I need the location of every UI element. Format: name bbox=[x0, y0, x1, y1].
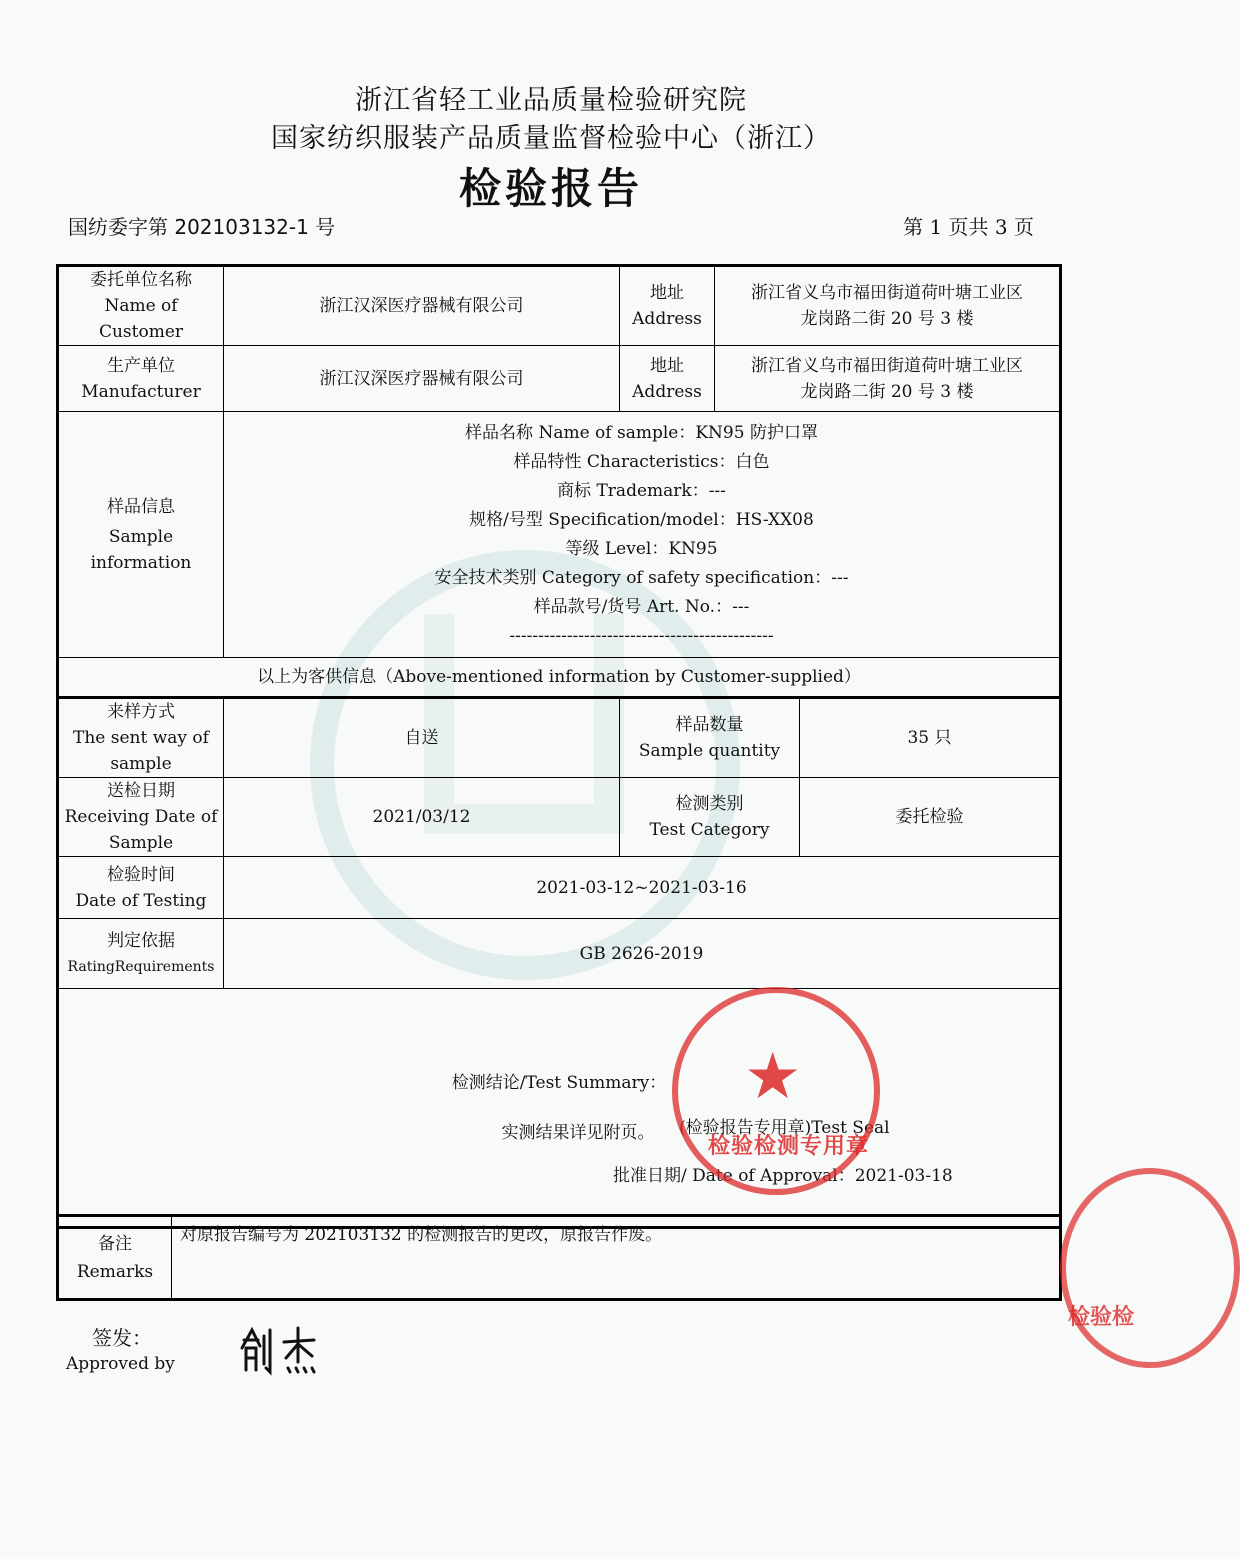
rating-row bbox=[58, 919, 1061, 989]
sent-way-row bbox=[58, 698, 1061, 778]
signoff-label-zh: 签发： bbox=[92, 1326, 152, 1350]
sample-info-label-en1: Sample bbox=[108, 526, 174, 547]
sample-quantity-label bbox=[620, 698, 800, 778]
sample-info-label-en2: information bbox=[90, 552, 192, 573]
remarks-label-zh: 备注 bbox=[98, 1233, 132, 1254]
testing-date-label bbox=[58, 857, 224, 919]
rating-label bbox=[58, 919, 224, 989]
customer-address-label bbox=[620, 266, 715, 346]
address-label-zh: 地址 bbox=[650, 283, 684, 303]
manufacturer-value: 浙江汉深医疗器械有限公司 bbox=[224, 346, 620, 412]
customer-label-zh: 委托单位名称 bbox=[90, 270, 192, 290]
manufacturer-label bbox=[58, 346, 224, 412]
test-summary bbox=[58, 989, 1061, 1228]
edge-seal-text: 检验检 bbox=[1068, 1304, 1135, 1330]
customer-label bbox=[58, 266, 224, 346]
sent-way-value: 自送 bbox=[224, 698, 620, 778]
remarks-table bbox=[56, 1214, 1062, 1301]
sample-art-no: 样品款号/货号 Art. No.：--- bbox=[533, 596, 750, 617]
rating-value: GB 2626-2019 bbox=[224, 919, 1061, 989]
page-number: 第 1 页共 3 页 bbox=[903, 215, 1034, 239]
sample-level: 等级 Level：KN95 bbox=[565, 538, 718, 559]
receiving-date-label-en: Receiving Date of Sample bbox=[64, 807, 218, 853]
manufacturer-label-zh: 生产单位 bbox=[107, 355, 175, 376]
sample-quantity-value: 35 只 bbox=[800, 698, 1061, 778]
receiving-date-label-zh: 送检日期 bbox=[107, 781, 175, 801]
sample-quantity-label-zh: 样品数量 bbox=[675, 715, 744, 735]
customer-value: 浙江汉深医疗器械有限公司 bbox=[224, 266, 620, 346]
remarks-value: 对原报告编号为 202103132 的检测报告的更改，原报告作废。 bbox=[172, 1216, 1061, 1300]
address-label-en: Address bbox=[632, 381, 702, 402]
sample-info-value bbox=[224, 412, 1061, 658]
sent-way-label bbox=[58, 698, 224, 778]
test-category-label bbox=[620, 778, 800, 857]
manufacturer-address-value bbox=[715, 346, 1061, 412]
customer-note-row bbox=[58, 658, 1061, 698]
customer-address-value bbox=[715, 266, 1061, 346]
handwritten-signature bbox=[234, 1318, 324, 1378]
sample-name: 样品名称 Name of sample：KN95 防护口罩 bbox=[465, 422, 818, 443]
center-name: 国家纺织服装产品质量监督检验中心（浙江） bbox=[271, 123, 831, 154]
testing-date-label-zh: 检验时间 bbox=[107, 864, 175, 885]
sample-characteristics: 样品特性 Characteristics：白色 bbox=[513, 451, 770, 472]
receiving-date-label bbox=[58, 778, 224, 857]
sample-info-row bbox=[58, 412, 1061, 658]
institute-name: 浙江省轻工业品质量检验研究院 bbox=[355, 85, 747, 116]
seal-text: 检验检测专用章 bbox=[708, 1133, 870, 1159]
remarks-row bbox=[58, 1216, 1061, 1300]
rating-label-en: RatingRequirements bbox=[67, 958, 215, 975]
testing-row bbox=[58, 857, 1061, 919]
test-category-label-en: Test Category bbox=[649, 820, 770, 840]
manufacturer-label-en: Manufacturer bbox=[81, 381, 201, 402]
sample-safety-category: 安全技术类别 Category of safety specification：--- bbox=[434, 567, 849, 588]
sample-divider: ---------------------------------------------- bbox=[509, 625, 774, 646]
address-line2: 龙岗路二街 20 号 3 楼 bbox=[800, 309, 974, 329]
manufacturer-address-label bbox=[620, 346, 715, 412]
report-number: 国纺委字第 202103132-1 号 bbox=[68, 215, 336, 239]
address-line2: 龙岗路二街 20 号 3 楼 bbox=[800, 381, 974, 402]
customer-row bbox=[58, 266, 1061, 346]
remarks-label-en: Remarks bbox=[76, 1261, 154, 1282]
sample-quantity-label-en: Sample quantity bbox=[638, 741, 781, 761]
report-table bbox=[56, 264, 1062, 1229]
testing-date-label-en: Date of Testing bbox=[75, 890, 207, 911]
customer-supplied-note: 以上为客供信息（Above-mentioned information by Customer-supplied） bbox=[58, 658, 1061, 698]
sample-info-label bbox=[58, 412, 224, 658]
summary-text: 实测结果详见附页。 bbox=[501, 1122, 655, 1143]
sent-way-label-en: The sent way of sample bbox=[73, 728, 209, 774]
summary-row bbox=[58, 989, 1061, 1228]
address-label-zh: 地址 bbox=[650, 355, 684, 376]
sample-trademark: 商标 Trademark：--- bbox=[557, 480, 726, 501]
remarks-label bbox=[58, 1216, 172, 1300]
receiving-date-value: 2021/03/12 bbox=[224, 778, 620, 857]
star-icon: ★ bbox=[744, 1040, 802, 1114]
sent-way-label-zh: 来样方式 bbox=[107, 702, 175, 722]
signoff-label-en: Approved by bbox=[66, 1354, 175, 1374]
address-label-en: Address bbox=[632, 309, 702, 329]
report-title: 检验报告 bbox=[458, 164, 643, 213]
customer-label-en: Name of Customer bbox=[98, 296, 184, 342]
summary-title: 检测结论/Test Summary： bbox=[451, 1072, 667, 1093]
test-category-value: 委托检验 bbox=[800, 778, 1061, 857]
address-line1: 浙江省义乌市福田街道荷叶塘工业区 bbox=[751, 355, 1023, 376]
edge-seal-stamp bbox=[1060, 1168, 1240, 1368]
testing-date-value: 2021-03-12~2021-03-16 bbox=[224, 857, 1061, 919]
receiving-row bbox=[58, 778, 1061, 857]
address-line1: 浙江省义乌市福田街道荷叶塘工业区 bbox=[751, 283, 1023, 303]
rating-label-zh: 判定依据 bbox=[107, 930, 175, 951]
approval-date: 批准日期/ Date of Approval：2021-03-18 bbox=[613, 1166, 953, 1186]
inspection-seal-stamp bbox=[672, 987, 880, 1195]
test-seal-caption: (检验报告专用章)Test Seal bbox=[679, 1118, 890, 1138]
sample-specification: 规格/号型 Specification/model：HS-XX08 bbox=[469, 509, 814, 530]
manufacturer-row bbox=[58, 346, 1061, 412]
sample-info-label-zh: 样品信息 bbox=[107, 496, 175, 517]
test-category-label-zh: 检测类别 bbox=[675, 794, 744, 814]
